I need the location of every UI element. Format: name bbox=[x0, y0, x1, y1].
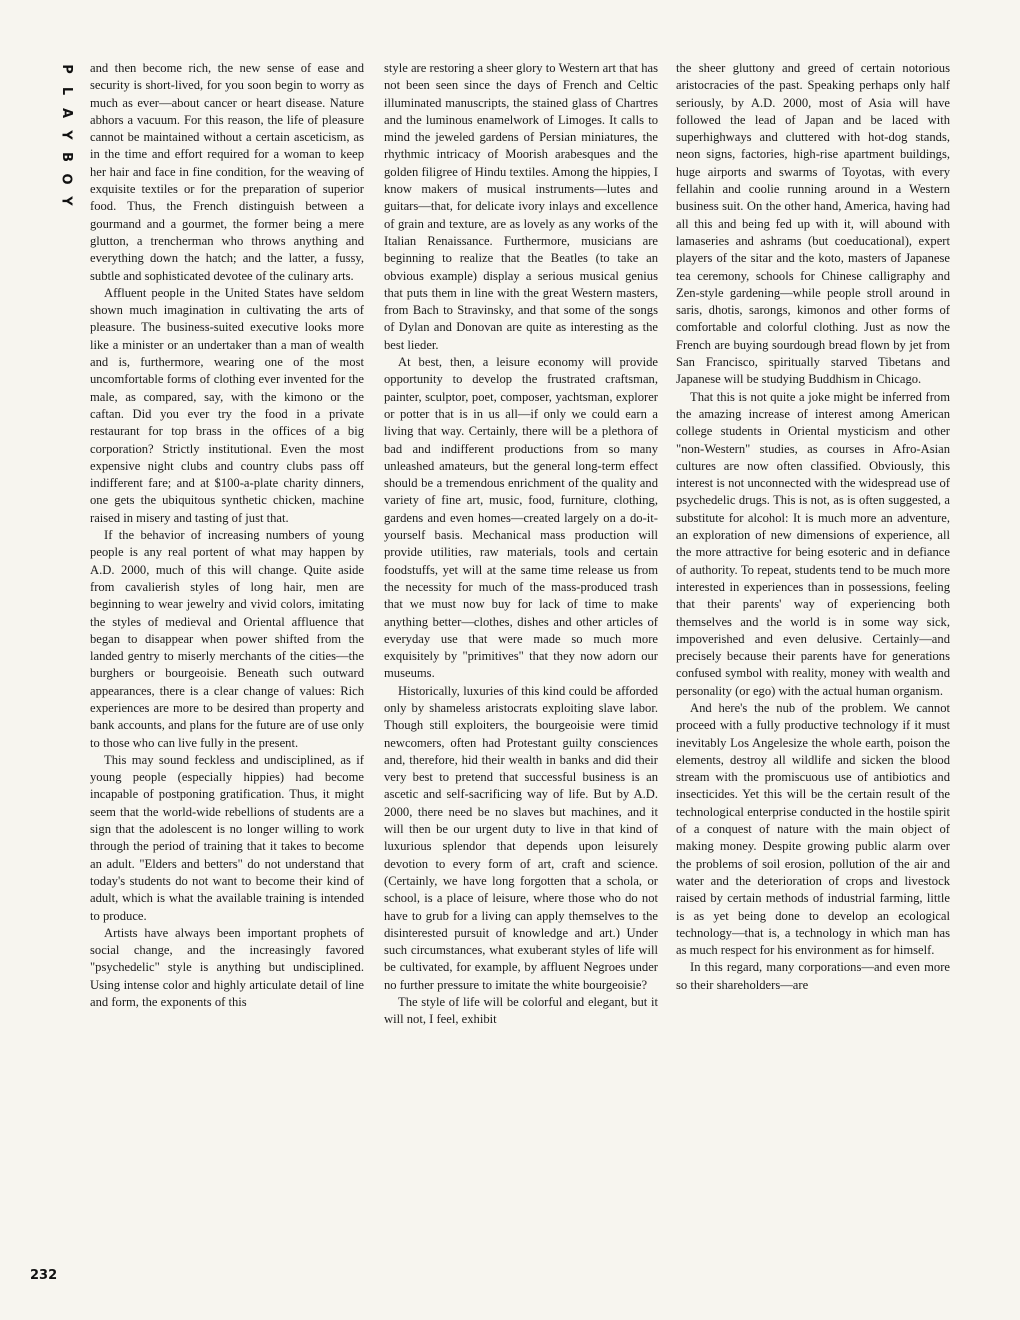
text-column-2 bbox=[384, 60, 658, 1029]
paragraph: At best, then, a leisure economy will provide opportunity to develop the frustrated craftsman, painter, sculptor, poet, composer, yachtsman, explorer or potter that is in us all—if only we could earn a living that way. Certainly, there will be a plethora of bad and indifferent productions from so many unleashed amateurs, but the general long-term effect should be a tremendous enrichment of the quality and variety of fine art, music, food, furniture, clothing, gardens and even homes—created largely on a do-it-yourself basis. Mechanical mass production will provide utilities, raw materials, tools and certain foodstuffs, yet will at the same time release us from the necessity for much of the mass-produced trash that we must now buy for lack of time to make anything better—clothes, dishes and other articles of everyday use that were made so much more exquisitely by "primitives" that they now adorn our museums. bbox=[384, 355, 658, 681]
paragraph: Artists have always been important prophets of social change, and the increasingly favored "psychedelic" style is anything but undisciplined. Using intense color and highly articulate detail of line and form, the exponents of this bbox=[90, 925, 364, 1010]
masthead-letter: B bbox=[58, 152, 74, 162]
masthead-letter: P bbox=[59, 64, 74, 74]
paragraph: Affluent people in the United States have seldom shown much imagination in cultivating the arts of pleasure. The business-suited executive looks more like a minister or an undertaker than a man of wealth and is, furthermore, wearing one of the most uncomfortable forms of clothing ever invented for the male, as compared, say, with the kimono or the caftan. Did you ever try the food in a private restaurant for top brass in the offices of a big corporation? Strictly institutional. Even the most expensive night clubs and country clubs pass off indifferent fare; and at $100-a-plate charity dinners, one gets the ubiquitous synthetic chicken, machine raised in misery and tasting of just that. bbox=[90, 285, 364, 525]
paragraph: In this regard, many corporations—and even more so their shareholders—are bbox=[676, 960, 950, 992]
masthead-letter: O bbox=[59, 173, 74, 185]
paragraph: Historically, luxuries of this kind could be afforded only by shameless aristocrats exploiting slave labor. Though still exploiters, the bourgeoisie were timid newcomers, often had Protestant guilty consciences and, therefore, hid their wealth in banks and did their very best to pretend that successful business is an ascetic and self-sacrificing way of life. But by A.D. 2000, there need be no slaves but machines, and it will then be our urgent duty to live in that kind of luxurious splendor that depends upon leisurely devotion to every form of art, craft and science. (Certainly, we have long forgotten that a schola, or school, is a place of leisure, where those who do not have to grub for a living can apply themselves to the disinterested pursuit of knowledge and art.) Under such circumstances, what exuberant styles of life will be cultivated, for example, by affluent Negroes under no further pressure to imitate the white bourgeoisie? bbox=[384, 683, 658, 992]
paragraph: style are restoring a sheer glory to Western art that has not been seen since the days of French and Celtic illuminated manuscripts, the stained glass of Chartres and the luminous enamelwork of Limoges. It calls to mind the jeweled gardens of Persian miniatures, the rhythmic intricacy of Moorish arabesques and the golden filigree of Hindu textiles. Among the hippies, I know makers of musical instruments—lutes and guitars—that, for delicate ivory inlays and excellence of grain and texture, are as lovely as any works of the Italian Renaissance. Furthermore, musicians are beginning to realize that the Beatles (to take an obvious example) display a serious musical genius that puts them in line with the great Western masters, from Bach to Stravinsky, and that some of the songs of Dylan and Donovan are quite as interesting as the best lieder. bbox=[384, 61, 658, 352]
masthead-letter: Y bbox=[58, 130, 74, 140]
page-number: 232 bbox=[30, 1268, 58, 1283]
paragraph: and then become rich, the new sense of ease and security is short-lived, for you soon begin to worry as much as ever—about cancer or heart disease. Nature abhors a vacuum. For this reason, the life of pleasure cannot be maintained without a certain asceticism, as in the time and effort required for a woman to keep her hair and face in fine condition, for the weaving of exquisite textiles or for the preparation of superior food. Thus, the French distinguish between a gourmand and a gourmet, the former being a mere glutton, a trencherman who throws anything and everything down the hatch; and the latter, a fussy, subtle and sophisticated devotee of the culinary arts. bbox=[90, 61, 364, 283]
masthead-letter: Y bbox=[58, 196, 74, 206]
paragraph: the sheer gluttony and greed of certain notorious aristocracies of the past. Speaking perhaps only half seriously, by A.D. 2000, most of Asia will have followed the lead of Japan and be laced with superhighways and cluttered with hot-dog stands, neon signs, factories, high-rise apartment buildings, huge airports and swarms of Toyotas, with every fellahin and coolie running around in a Western business suit. On the other hand, America, having had all this and being fed up with it, will abound with lamaseries and ashrams (but coeducational), expert players of the sitar and the koto, masters of Japanese tea ceremony, schools for Chinese calligraphy and Zen-style gardening—while people stroll around in saris, dhotis, sarongs, kimonos and other forms of comfortable and colorful clothing. Just as now the French are buying sourdough bread flown by jet from San Francisco, spiritually starved Tibetans and Japanese will be studying Buddhism in Chicago. bbox=[676, 61, 950, 387]
text-column-3 bbox=[676, 60, 950, 994]
paragraph: And here's the nub of the problem. We cannot proceed with a fully productive technology if it must inevitably Los Angelesize the whole earth, poison the elements, destroy all wildlife and sicken the blood stream with the promiscuous use of antibiotics and insecticides. Yet this will be the certain result of the technological enterprise conducted in the hostile spirit of a conquest of nature with the main object of making money. Despite growing public alarm over the problems of soil erosion, pollution of the air and water and the deterioration of crops and livestock raised by certain methods of industrial farming, little is as yet being done to develop an ecological technology—that is, a technology in which man has as much respect for his environment as for himself. bbox=[676, 700, 950, 958]
paragraph: If the behavior of increasing numbers of young people is any real portent of what may happen by A.D. 2000, much of this will change. Quite aside from cavalierish styles of long hair, men are beginning to wear jewelry and vivid colors, imitating the styles of medieval and Oriental affluence that began to disappear when power shifted from the landed gentry to miserly merchants of the cities—the burghers or bourgeoisie. Beneath such outward appearances, there is a clear change of values: Rich experiences are more to be desired than property and bank accounts, and plans for the future are of use only to those who can live fully in the present. bbox=[90, 528, 364, 750]
masthead-letter: A bbox=[59, 107, 74, 119]
paragraph: That this is not quite a joke might be inferred from the amazing increase of interest among American college students in Oriental mysticism and other "non-Western" studies, as courses in Afro-Asian cultures are now often classified. Obviously, this interest is not unconnected with the widespread use of psychedelic drugs. This is not, as is often suggested, a substitute for alcohol: It is much more an adventure, an exploration of new dimensions of experience, all the more attractive for being esoteric and in defiance of authority. To repeat, students tend to be much more interested in experiences than in possessions, feeling that their parents' way of experiencing both themselves and the world is in some way sick, impoverished and even delusive. Certainly—and precisely because their parents have for generations confused symbol with reality, money with wealth and personality (or ego) with the actual human organism. bbox=[676, 389, 950, 698]
masthead-letter: L bbox=[58, 86, 74, 96]
magazine-masthead bbox=[52, 58, 72, 212]
text-column-1 bbox=[90, 60, 364, 1011]
paragraph: This may sound feckless and undisciplined, as if young people (especially hippies) had become incapable of postponing gratification. Thus, it might seem that the world-wide rebellions of students are a sign that the adolescent is no longer willing to work through the period of training that it takes to become an adult. "Elders and betters" do not understand that today's students do not want to become their kind of adult, which is what the available training is intended to produce. bbox=[90, 752, 364, 923]
paragraph: The style of life will be colorful and elegant, but it will not, I feel, exhibit bbox=[384, 995, 658, 1027]
